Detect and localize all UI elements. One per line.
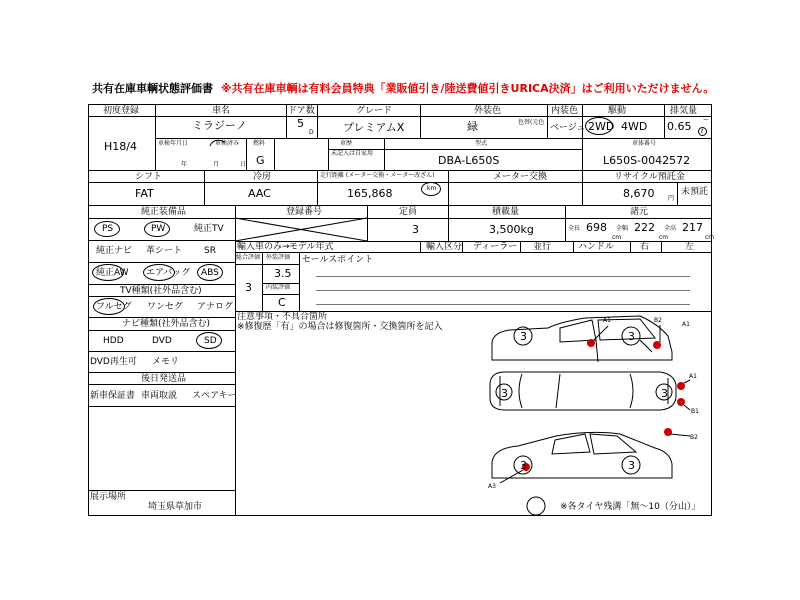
plate-label: 登録番号 bbox=[286, 207, 323, 217]
ext-color-label: 外装色 bbox=[474, 106, 502, 116]
damage-mark bbox=[677, 398, 685, 406]
drive-label: 駆動 bbox=[608, 106, 627, 116]
damage-label: A1 bbox=[689, 373, 697, 380]
nav-memory: メモリ bbox=[152, 357, 180, 367]
equip-ps: PS bbox=[102, 224, 114, 234]
length-value: 698 bbox=[586, 221, 607, 234]
import-parallel: 並行 bbox=[533, 242, 552, 252]
tv-fullseg: フルセグ bbox=[96, 302, 132, 312]
doors-value: 5 bbox=[297, 117, 304, 130]
fuel-value: G bbox=[256, 154, 265, 167]
handle-right: 右 bbox=[640, 242, 650, 252]
recycle-note: 未預託 bbox=[681, 187, 709, 197]
mileage-unit: km bbox=[427, 185, 437, 192]
fuel-label: 燃料 bbox=[253, 140, 266, 147]
capacity-label: 定員 bbox=[399, 207, 418, 217]
doc-spare-key: スペアキー bbox=[192, 391, 237, 401]
reg-label: 初度登録 bbox=[103, 106, 140, 116]
handle-label: ハンドル bbox=[578, 242, 615, 252]
doors-unit: D bbox=[309, 129, 314, 136]
doors-label: ドア数 bbox=[288, 106, 315, 116]
damage-mark bbox=[587, 339, 595, 347]
notes-title: 注意事項・不具合箇所 bbox=[237, 312, 328, 322]
load-label: 積載量 bbox=[492, 207, 520, 217]
damage-label: B1 bbox=[691, 408, 699, 415]
notes-subtitle: ※修復歴「有」の場合は修復箇所・交換箇所を記入 bbox=[237, 322, 443, 332]
damage-label: A1 bbox=[603, 317, 611, 324]
import-dealer: ディーラー bbox=[473, 242, 518, 252]
type-label: 型式 bbox=[475, 140, 488, 147]
docs-title: 後日発送品 bbox=[141, 374, 187, 384]
int-color-label: 内装色 bbox=[551, 106, 579, 116]
mileage-label: 走行距離 (メーター交換・メーター改ざん) bbox=[320, 172, 435, 179]
ext-color-value: 緑 bbox=[467, 120, 478, 133]
grade-value: プレミアムX bbox=[343, 121, 405, 134]
load-value: 3,500kg bbox=[489, 223, 534, 236]
drive-2wd: 2WD bbox=[588, 120, 615, 133]
equip-airbag: エアバッグ bbox=[146, 268, 191, 278]
nav-sd: SD bbox=[204, 336, 217, 346]
length-label: 全長 bbox=[568, 225, 581, 232]
inspection-expired: 車検済み bbox=[215, 140, 240, 147]
document-title: 共有在庫車輌状態評価書 bbox=[92, 82, 213, 95]
name-value: ミラジーノ bbox=[192, 119, 247, 132]
tv-oneseg: ワンセグ bbox=[147, 302, 184, 312]
handle-left: 左 bbox=[685, 242, 695, 252]
month-label: 月 bbox=[213, 161, 220, 168]
model-year: モデル年式 bbox=[289, 242, 334, 252]
exterior-value: 3.5 bbox=[274, 267, 292, 280]
tv-analog: アナログ bbox=[197, 302, 234, 312]
inspection-label: 車検年月日 bbox=[158, 140, 189, 147]
ac-label: 冷房 bbox=[253, 172, 272, 182]
damage-label: A1 bbox=[682, 321, 690, 328]
capacity-value: 3 bbox=[412, 223, 419, 236]
shift-value: FAT bbox=[135, 187, 154, 200]
nav-hdd: HDD bbox=[103, 336, 124, 346]
dims-label: 諸元 bbox=[630, 207, 649, 217]
tire-rating: 3 bbox=[661, 387, 668, 400]
height-label: 全高 bbox=[664, 225, 677, 232]
overall-value: 3 bbox=[245, 281, 252, 294]
length-unit: cm bbox=[612, 234, 622, 241]
equip-pw: PW bbox=[151, 224, 166, 234]
displacement-label: 排気量 bbox=[670, 106, 698, 116]
tire-rating: 3 bbox=[628, 459, 635, 472]
car-side-right bbox=[492, 316, 672, 362]
equip-aw: 純正AW bbox=[96, 268, 129, 278]
year-label: 年 bbox=[181, 161, 188, 168]
displacement-unit: ℓ bbox=[701, 128, 704, 135]
equipment-title: 純正装備品 bbox=[141, 207, 187, 217]
doc-warranty: 新車保証書 bbox=[90, 391, 136, 401]
color-change-note: 色替(元色 bbox=[518, 119, 545, 126]
history-label: 車歴 bbox=[340, 140, 353, 147]
doc-manual: 車両取説 bbox=[141, 391, 178, 401]
damage-mark bbox=[664, 428, 672, 436]
history-note: 未記入は自家用 bbox=[331, 150, 374, 157]
damage-mark bbox=[653, 341, 661, 349]
car-side-left bbox=[492, 432, 672, 478]
nav-title: ナビ種類(社外品含む) bbox=[122, 319, 211, 329]
mileage-value: 165,868 bbox=[347, 187, 393, 200]
shift-label: シフト bbox=[135, 172, 163, 182]
equip-leather: 革シート bbox=[146, 246, 183, 256]
damage-mark bbox=[677, 382, 685, 390]
damage-label: A3 bbox=[488, 483, 496, 490]
drive-4wd: 4WD bbox=[621, 120, 648, 133]
equip-tv: 純正TV bbox=[194, 224, 224, 234]
spare-wheel bbox=[527, 497, 545, 515]
type-value: DBA-L650S bbox=[438, 154, 500, 167]
interior-value: C bbox=[278, 296, 286, 309]
equip-sr: SR bbox=[204, 246, 216, 256]
sales-point-label: セールスポイント bbox=[302, 255, 374, 265]
recycle-unit: 円 bbox=[668, 195, 675, 202]
vin-label: 車体番号 bbox=[632, 140, 657, 147]
width-unit: cm bbox=[659, 234, 669, 241]
height-value: 217 bbox=[682, 221, 703, 234]
tire-rating: 3 bbox=[501, 387, 508, 400]
damage-label: B2 bbox=[690, 434, 698, 441]
damage-label: B2 bbox=[654, 317, 662, 324]
import-type: 輸入区分 bbox=[426, 242, 463, 252]
exterior-label: 外装評価 bbox=[266, 254, 291, 261]
interior-label: 内装評価 bbox=[266, 284, 291, 291]
recycle-label: リサイクル預託金 bbox=[614, 172, 685, 182]
equip-abs: ABS bbox=[201, 268, 219, 278]
day-label: 日 bbox=[240, 161, 247, 168]
equip-nav: 純正ナビ bbox=[96, 246, 133, 256]
displacement-value: 0.65 bbox=[667, 120, 692, 133]
meter-label: メーター交換 bbox=[493, 172, 548, 182]
grade-label: グレード bbox=[356, 106, 393, 116]
tire-note: ※各タイヤ残溝「無～10（分山）」 bbox=[560, 502, 701, 512]
import-only: 輸入車のみ→ bbox=[237, 242, 290, 252]
displacement-unit-top: ー bbox=[703, 117, 710, 124]
tire-rating: 3 bbox=[520, 330, 527, 343]
overall-label: 総合評価 bbox=[236, 254, 261, 261]
width-value: 222 bbox=[634, 221, 655, 234]
height-unit: cm bbox=[705, 234, 715, 241]
tire-rating: 3 bbox=[520, 459, 527, 472]
name-label: 車名 bbox=[212, 106, 231, 116]
vin-value: L650S-0042572 bbox=[603, 154, 691, 167]
nav-dvd: DVD bbox=[152, 336, 172, 346]
location-label: 展示場所 bbox=[90, 492, 127, 502]
tv-title: TV種類(社外品含む) bbox=[120, 286, 202, 296]
reg-value: H18/4 bbox=[104, 140, 137, 153]
car-top-view bbox=[490, 372, 676, 410]
recycle-value: 8,670 bbox=[623, 187, 655, 200]
nav-dvd-play: DVD再生可 bbox=[90, 357, 137, 367]
int-color-value: ベージュ bbox=[550, 123, 586, 133]
ac-value: AAC bbox=[248, 187, 271, 200]
tire-rating: 3 bbox=[628, 330, 635, 343]
member-notice: ※共有在庫車輌は有料会員特典「業販値引き/陸送費値引きURICA決済」はご利用いただけません。 bbox=[220, 82, 715, 95]
width-label: 全幅 bbox=[616, 225, 629, 232]
location-value: 埼玉県草加市 bbox=[148, 502, 203, 512]
